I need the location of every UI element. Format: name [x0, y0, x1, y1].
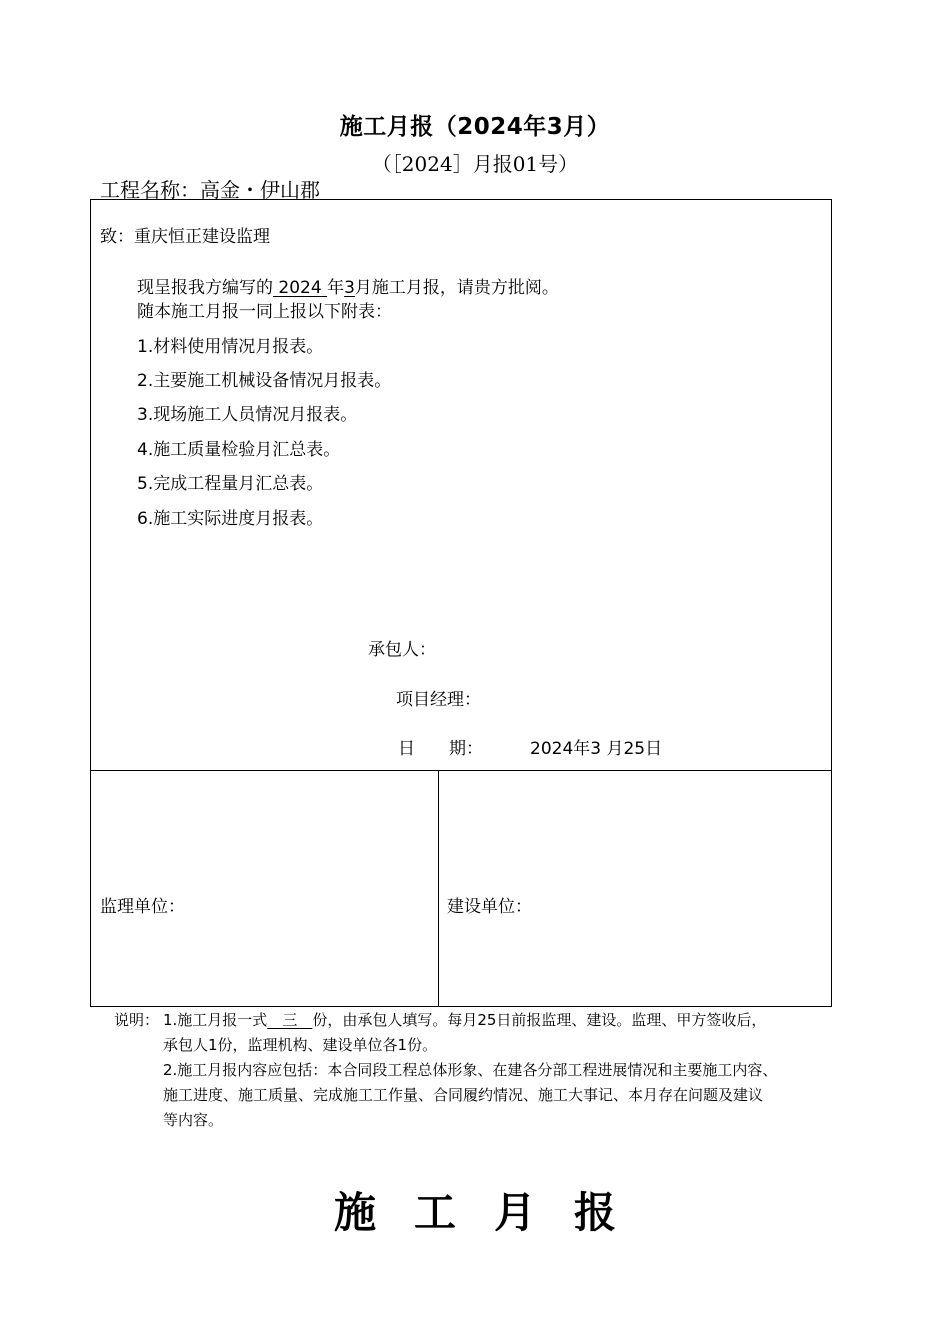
report-number: （［2024］月报01号）	[371, 152, 579, 176]
intro-month: 3	[344, 278, 355, 298]
intro-mid: 年	[327, 278, 345, 298]
intro-pre: 现呈报我方编写的	[137, 278, 273, 298]
attachment-item: 2.主要施工机械设备情况月报表。	[137, 371, 392, 391]
owner-box	[438, 770, 832, 1007]
attachments-intro: 随本施工月报一同上报以下附表：	[137, 302, 392, 322]
date-value: 2024年3 月25日	[530, 739, 663, 759]
supervisor-label: 监理单位：	[100, 897, 185, 917]
notes-line-4: 施工进度、施工质量、完成施工工作量、合同履约情况、施工大事记、本月存在问题及建议	[163, 1086, 764, 1104]
attachment-item: 6.施工实际进度月报表。	[137, 509, 324, 529]
page-title: 施工月报（2024年3月）	[339, 114, 611, 140]
owner-label: 建设单位：	[447, 897, 532, 917]
notes-line-5: 等内容。	[163, 1111, 224, 1129]
intro-year: 2024	[278, 278, 322, 298]
notes-line-2: 承包人1份，监理机构、建设单位各1份。	[163, 1036, 438, 1054]
notes-line-3: 2.施工月报内容应包括：本合同段工程总体形象、在建各分部工程进展情况和主要施工内容、	[163, 1061, 778, 1079]
contractor-label: 承包人：	[368, 640, 436, 660]
notes-label: 说明：	[114, 1011, 160, 1029]
manager-label: 项目经理：	[396, 690, 481, 710]
attachment-item: 5.完成工程量月汇总表。	[137, 474, 324, 494]
intro-line	[137, 273, 559, 298]
notes-line-1: 1.施工月报一式 三 份，由承包人填写。每月25日前报监理、建设。监理、甲方签收后，	[163, 1011, 767, 1029]
supervisor-box	[90, 770, 439, 1007]
addressee: 致：重庆恒正建设监理	[100, 227, 270, 247]
attachment-item: 3.现场施工人员情况月报表。	[137, 405, 358, 425]
attachment-item: 1.材料使用情况月报表。	[137, 337, 324, 357]
copies-count: 三	[267, 1011, 313, 1029]
project-label: 工程名称：	[100, 178, 200, 202]
bottom-big-title: 施工月报	[333, 1188, 654, 1237]
attachment-item: 4.施工质量检验月汇总表。	[137, 440, 341, 460]
intro-post: 月施工月报，请贵方批阅。	[354, 278, 559, 298]
project-name: 高金・伊山郡	[200, 178, 320, 202]
date-label: 日 期：	[398, 739, 483, 759]
